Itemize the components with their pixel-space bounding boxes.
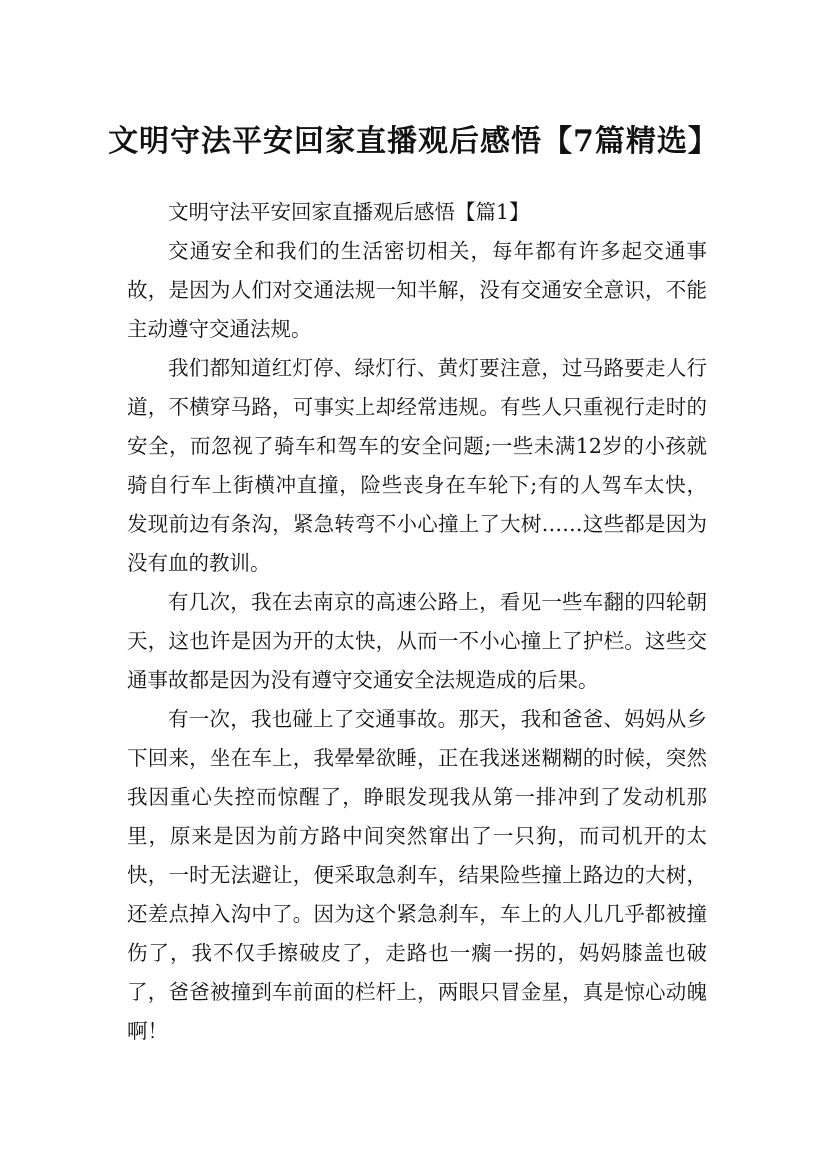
paragraph-2: 我们都知道红灯停、绿灯行、黄灯要注意，过马路要走人行道，不横穿马路，可事实上却经常违规。有些人只重视行走时的安全，而忽视了骑车和驾车的安全问题;一些未满12岁的小孩就骑自行车上街横冲直撞，险些丧身在车轮下;有的人驾车太快，发现前边有条沟，紧急转弯不小心撞上了大树……这些都是因为没有血的教训。 xyxy=(127,356,707,575)
article-body xyxy=(127,193,707,1051)
section-heading: 文明守法平安回家直播观后感悟【篇1】 xyxy=(168,200,530,224)
paragraph-4: 有一次，我也碰上了交通事故。那天，我和爸爸、妈妈从乡下回来，坐在车上，我晕晕欲睡，正在我迷迷糊糊的时候，突然我因重心失控而惊醒了，睁眼发现我从第一排冲到了发动机那里，原来是因为前方路中间突然窜出了一只狗，而司机开的太快，一时无法避让，便采取急刹车，结果险些撞上路边的大树，还差点掉入沟中了。因为这个紧急刹车，车上的人儿几乎都被撞伤了，我不仅手擦破皮了，走路也一瘸一拐的，妈妈膝盖也破了，爸爸被撞到车前面的栏杆上，两眼只冒金星，真是惊心动魄啊！ xyxy=(127,707,707,1043)
paragraph-1: 交通安全和我们的生活密切相关，每年都有许多起交通事故，是因为人们对交通法规一知半解，没有交通安全意识，不能主动遵守交通法规。 xyxy=(127,239,707,341)
document-title: 文明守法平安回家直播观后感悟【7篇精选】 xyxy=(108,124,719,160)
paragraph-3: 有几次，我在去南京的高速公路上，看见一些车翻的四轮朝天，这也许是因为开的太快，从而一不小心撞上了护栏。这些交通事故都是因为没有遵守交通安全法规造成的后果。 xyxy=(127,590,707,692)
